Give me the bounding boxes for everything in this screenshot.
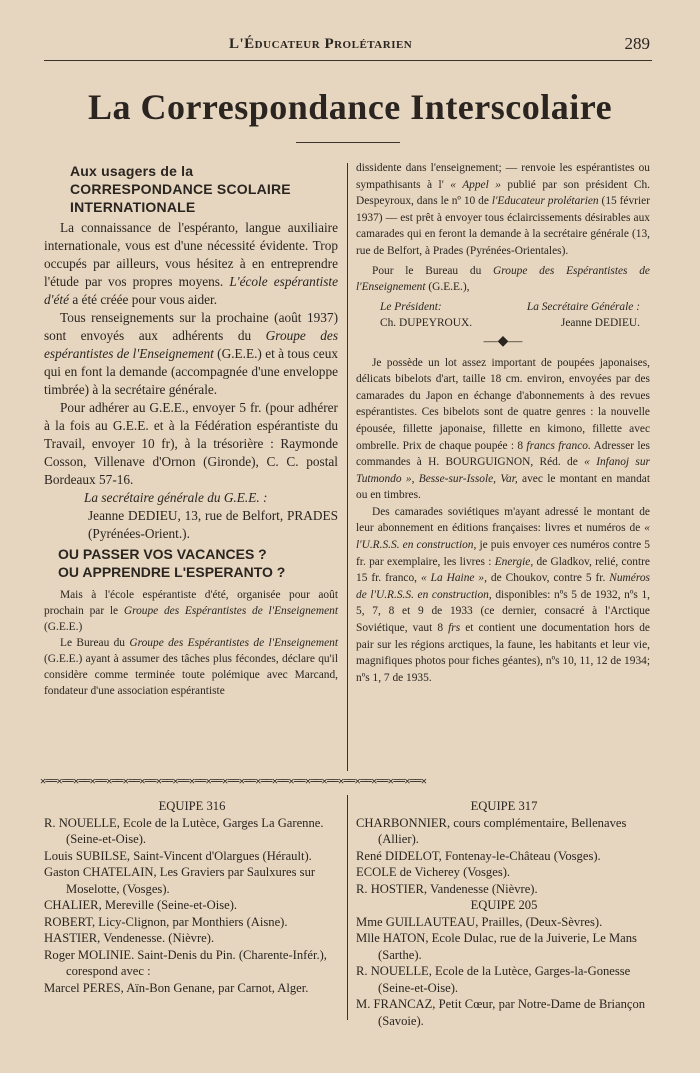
list-item: Roger MOLINIE. Saint-Denis du Pin. (Charente-Infér.), corespond avec : (44, 947, 327, 978)
paragraph-sovietiques: Des camarades soviétiques m'ayant adressé le montant de leur abonnement en éditions françaises: livres et numéros de « l'U.R.S.S. en construction, je puis envoyer ces numéros contre 5 fr. par exemplaire, les livres : Energie, de Gladkov, relié, contre 15 fr. franco, « La Haine », de Choukov, contre 5 fr. Numéros de l'U.R.S.S. en construction, disponibles: nºs 5 de 1932, nºs 1, 5, 7, 8 et 9 de 1933 (ce dernier, consacré à l'Arctique Soviétique, vaut 8 frs et contient une documentation hors de pair sur les régions arctiques, la faune, les habitants et leur vie, magnifiques photos pour fiches géantes), nºs 10, 11, 12 de 1934; nºs 1, 7 de 1935. (356, 505, 650, 684)
signature-names (356, 315, 650, 332)
heading-line: OU APPRENDRE L'ESPERANTO ? (58, 564, 286, 580)
list-item: R. NOUELLE, Ecole de la Lutèce, Garges-la-Gonesse (Seine-et-Oise). (356, 964, 631, 995)
paragraph-poupees: Je possède un lot assez important de poupées japonaises, délicats bibelots d'art, taille 18 cm. environ, envoyées par des camarades du Japon en échange d'abonnements à des revues espérantistes. Ces bibelots sont de quatre genres : la nouvelle épousée, fillette japonaise, fillette en kimono, fillette avec ombrelle. Prix de chaque poupée : 8 francs franco. Adresser les commandes à H. BOURGUIGNON, Réd. de « Infanoj sur Tutmondo », Besse-sur-Issole, Var, avec le montant en mandat ou en timbres. (356, 356, 650, 502)
equipe-heading: EQUIPE 316 (158, 799, 226, 813)
list-item: Louis SUBILSE, Saint-Vincent d'Olargues (Hérault). (44, 848, 312, 863)
bottom-column-divider (347, 795, 348, 1020)
equipe-heading: EQUIPE 317 (470, 799, 538, 813)
ornament-divider: —◆— (483, 333, 523, 349)
paragraph-renseignements: Tous renseignements sur la prochaine (août 1937) sont envoyés aux adhérents du Groupe des espérantistes de l'Enseignement (G.E.E.) et à tous ceux qui en font la demande (accompagnée d'une enveloppe timbrée) à la secrétaire générale. (44, 310, 339, 397)
heading-line: INTERNATIONALE (70, 199, 196, 215)
page-title: La Correspondance Interscolaire (87, 87, 613, 127)
left-column (44, 160, 338, 699)
list-item: CHALIER, Mereville (Seine-et-Oise). (44, 898, 238, 912)
paragraph-adherer: Pour adhérer au G.E.E., envoyer 5 fr. (pour adhérer à la fois au G.E.E. et à la Fédération espérantiste du Travail, envoyer 10 fr), à la trésorière : Raymonde Cosson, Villenave d'Ornon (Gironde), C. C. postal Bordeaux 57-16. (44, 400, 338, 487)
secretary-label: La Secrétaire Générale : (526, 300, 640, 313)
secretary-name: Jeanne DEDIEU. (560, 317, 640, 330)
title-rule (296, 142, 400, 143)
paragraph-intro: La connaissance de l'espéranto, langue auxiliaire internationale, vous est d'une nécessité évidente. Trop occupés par ailleurs, vous hésitez à en entreprendre l'étude par vos propres moyens. L'école espérantiste d'été a été créée pour vous aider. (44, 220, 338, 307)
paragraph-bureau: Le Bureau du Groupe des Espérantistes de l'Enseignement (G.E.E.) ayant à assumer des tâches plus fécondes, déclare qu'il considère comme terminée toute polémique avec Marcand, fondateur d'une association espérantiste (44, 637, 338, 697)
list-item: CHARBONNIER, cours complémentaire, Bellenaves (Allier). (356, 815, 627, 846)
list-item: R. HOSTIER, Vandenesse (Nièvre). (356, 881, 538, 896)
list-item: René DIDELOT, Fontenay-le-Château (Vosges). (356, 848, 601, 863)
paragraph-dissidente: dissidente dans l'enseignement; — renvoie les espérantistes ou sympathisants à l' « Appel » publié par son président Ch. Despeyroux, dans le nº 10 de l'Educateur prolétarien (15 février 1937) — est prêt à envoyer tous éclaircissements désirables aux camarades qui en feront la demande à la secrétaire générale (13, rue de Belfort, à Prades (Pyrénées-Orientales). (356, 162, 650, 257)
list-item: HASTIER, Vendenesse. (Nièvre). (44, 931, 215, 945)
president-name: Ch. DUPEYROUX. (380, 317, 473, 330)
page-number: 289 (624, 34, 650, 53)
signature-address: Jeanne DEDIEU, 13, rue de Belfort, PRADES (Pyrénées-Orient.). (88, 508, 338, 541)
equipe-heading: EQUIPE 205 (470, 898, 538, 912)
paragraph-ecole-ete: Mais à l'école espérantiste d'été, organisée pour août prochain par le Groupe des Espérantistes de l'Enseignement (G.E.E.) (44, 589, 338, 633)
list-item: Gaston CHATELAIN, Les Graviers par Saulxures sur Moselotte, (Vosges). (44, 865, 316, 896)
journal-name: L'Éducateur Prolétarien (229, 36, 413, 52)
section-heading-usagers (70, 162, 338, 216)
running-header (44, 36, 652, 61)
section-heading-vacances (58, 545, 338, 581)
heading-line: Aux usagers de la (70, 163, 194, 179)
right-column (356, 160, 650, 686)
list-item: ROBERT, Licy-Clignon, par Monthiers (Aisne). (44, 914, 288, 929)
equipe-316-list (44, 798, 340, 996)
column-divider (347, 163, 348, 771)
equipe-317-205-list (356, 798, 652, 1029)
list-item: ECOLE de Vicherey (Vosges). (356, 865, 511, 879)
heading-line: OU PASSER VOS VACANCES ? (58, 546, 267, 562)
paragraph-pour-le-bureau: Pour le Bureau du Groupe des Espérantistes de l'Enseignement (G.E.E.), (356, 264, 650, 294)
signature-title: La secrétaire générale du G.E.E. : (84, 490, 268, 505)
list-item: M. FRANCAZ, Petit Cœur, par Notre-Dame de Briançon (Savoie). (356, 997, 646, 1028)
president-label: Le Président: (380, 300, 442, 313)
signature-labels (356, 299, 650, 316)
list-item: Mlle HATON, Ecole Dulac, rue de la Juiverie, Le Mans (Sarthe). (356, 931, 637, 962)
list-item: Marcel PERES, Aïn-Bon Genane, par Carnot, Alger. (44, 980, 309, 995)
decorative-separator: ✕══✕══✕══✕══✕══✕══✕══✕══✕══✕══✕══✕══✕══✕══✕══✕══✕══✕══✕══✕══✕══✕══✕══✕ (40, 776, 427, 787)
list-item: R. NOUELLE, Ecole de la Lutèce, Garges La Garenne. (Seine-et-Oise). (44, 815, 324, 846)
heading-line: CORRESPONDANCE SCOLAIRE (70, 181, 291, 197)
list-item: Mme GUILLAUTEAU, Prailles, (Deux-Sèvres). (356, 914, 603, 929)
